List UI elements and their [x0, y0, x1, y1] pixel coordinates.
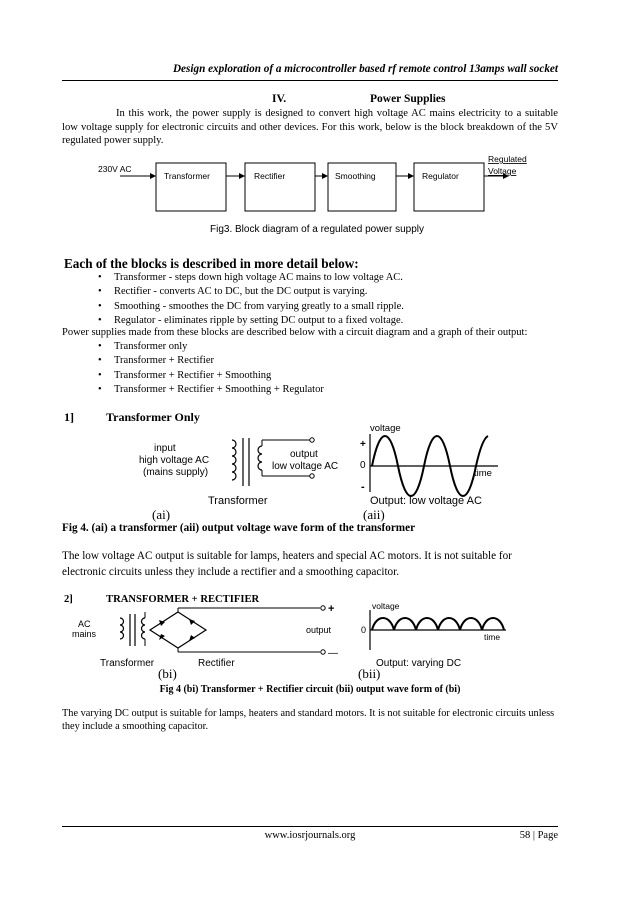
output-label: output: [306, 625, 332, 635]
axis-voltage-label: voltage: [370, 423, 401, 434]
input-label-2: high voltage AC: [139, 455, 210, 466]
label-bi: (bi): [158, 666, 177, 681]
paragraph-transformer: The low voltage AC output is suitable for lamps, heaters and special AC motors. It is not suitable for electronic circuits unless they include a rectifier and a smoothing capacitor.: [62, 550, 512, 578]
block-transformer-label: Transformer: [164, 171, 210, 181]
label-ai: (ai): [152, 507, 171, 522]
ac-label-1: AC: [78, 619, 91, 629]
paragraph-rectifier: The varying DC output is suitable for lamps, heaters and standard motors. It is not suitable for electronic circuits unless they include a smoothing capacitor.: [62, 708, 555, 732]
axis-time-label: time: [474, 468, 492, 479]
primary-coil: [232, 440, 236, 480]
terminal-minus: [321, 650, 325, 654]
axis-voltage-label: voltage: [372, 601, 400, 611]
power-supplies-paragraph: Power supplies made from these blocks are described below with a circuit diagram and a graph of their output:: [62, 327, 528, 338]
output-label-2: Voltage: [488, 166, 517, 176]
footer-page-number: 58 | Page: [519, 830, 558, 841]
diode-4: [189, 635, 195, 641]
fig4-caption: Fig 4. (ai) a transformer (aii) output voltage wave form of the transformer: [62, 522, 416, 534]
running-header: Design exploration of a microcontroller based rf remote control 13amps wall socket: [172, 63, 558, 75]
plus-label: +: [360, 439, 366, 450]
output-caption: Output: varying DC: [376, 658, 462, 669]
secondary-coil: [258, 446, 262, 470]
list-item: • Smoothing - smoothes the DC from varying greatly to a small ripple.: [62, 300, 558, 314]
ac-label-2: mains: [72, 629, 97, 639]
block-description-list: [62, 271, 558, 329]
fig3-caption: Fig3. Block diagram of a regulated power supply: [210, 224, 425, 235]
footer-rule: [62, 826, 558, 827]
axis-time-label: time: [484, 632, 501, 642]
list-item: • Transformer - steps down high voltage AC mains to low voltage AC.: [62, 271, 558, 285]
block-smoothing-label: Smoothing: [335, 171, 376, 181]
rectifier-figure: [70, 600, 510, 670]
section-number: IV.: [272, 93, 287, 105]
subsection-1-number: 1]: [64, 410, 74, 424]
minus-label: -: [361, 481, 365, 493]
input-label: 230V AC: [98, 164, 132, 174]
subsection-2-number: 2]: [64, 594, 73, 605]
configuration-list: [62, 340, 558, 398]
list-item: • Transformer only: [62, 340, 558, 354]
minus-terminal-label: —: [328, 648, 338, 659]
bridge-diamond: [150, 612, 206, 648]
list-item: • Regulator - eliminates ripple by setting DC output to a fixed voltage.: [62, 314, 558, 328]
transformer-label: Transformer: [100, 658, 155, 669]
block-rectifier-label: Rectifier: [254, 171, 286, 181]
transformer-label: Transformer: [208, 495, 268, 507]
label-bii: (bii): [358, 666, 381, 681]
subsection-1-title: Transformer Only: [106, 410, 200, 424]
rectifier-label: Rectifier: [198, 658, 235, 669]
label-aii: (aii): [363, 507, 385, 522]
transformer-figure: [120, 422, 510, 512]
terminal-top: [310, 438, 314, 442]
footer-url: www.iosrjournals.org: [264, 830, 356, 841]
output-label-1: Regulated: [488, 154, 527, 164]
header-rule: [62, 80, 558, 81]
blocks-heading: Each of the blocks is described in more detail below:: [64, 256, 359, 271]
input-label-1: input: [154, 443, 176, 454]
terminal-bot: [310, 474, 314, 478]
secondary-coil: [142, 618, 146, 639]
output-caption: Output: low voltage AC: [370, 495, 482, 507]
varying-dc-waveform: [372, 618, 504, 630]
list-item: • Transformer + Rectifier + Smoothing + Regulator: [62, 383, 558, 397]
output-label-1: output: [290, 449, 318, 460]
primary-coil: [120, 618, 124, 639]
block-diagram: [62, 150, 558, 240]
input-label-3: (mains supply): [143, 467, 209, 478]
zero-label: 0: [361, 625, 367, 635]
zero-label: 0: [360, 460, 366, 471]
list-item: • Transformer + Rectifier: [62, 354, 558, 368]
fig4b-caption: Fig 4 (bi) Transformer + Rectifier circuit (bii) output wave form of (bi): [159, 684, 461, 695]
list-item: • Rectifier - converts AC to DC, but the DC output is varying.: [62, 285, 558, 299]
block-regulator-label: Regulator: [422, 171, 459, 181]
intro-paragraph: In this work, the power supply is designed to convert high voltage AC mains electricity to a suitable low voltage supply for electronic circuits and other devices. For this work, below is the block breakdown of the 5V regulated power supply.: [62, 108, 558, 147]
subsection-2-title: TRANSFORMER + RECTIFIER: [106, 594, 260, 605]
list-item: • Transformer + Rectifier + Smoothing: [62, 369, 558, 383]
terminal-plus: [321, 606, 325, 610]
output-label-2: low voltage AC: [272, 461, 339, 472]
plus-terminal-label: +: [328, 603, 335, 615]
section-title: Power Supplies: [370, 93, 446, 105]
